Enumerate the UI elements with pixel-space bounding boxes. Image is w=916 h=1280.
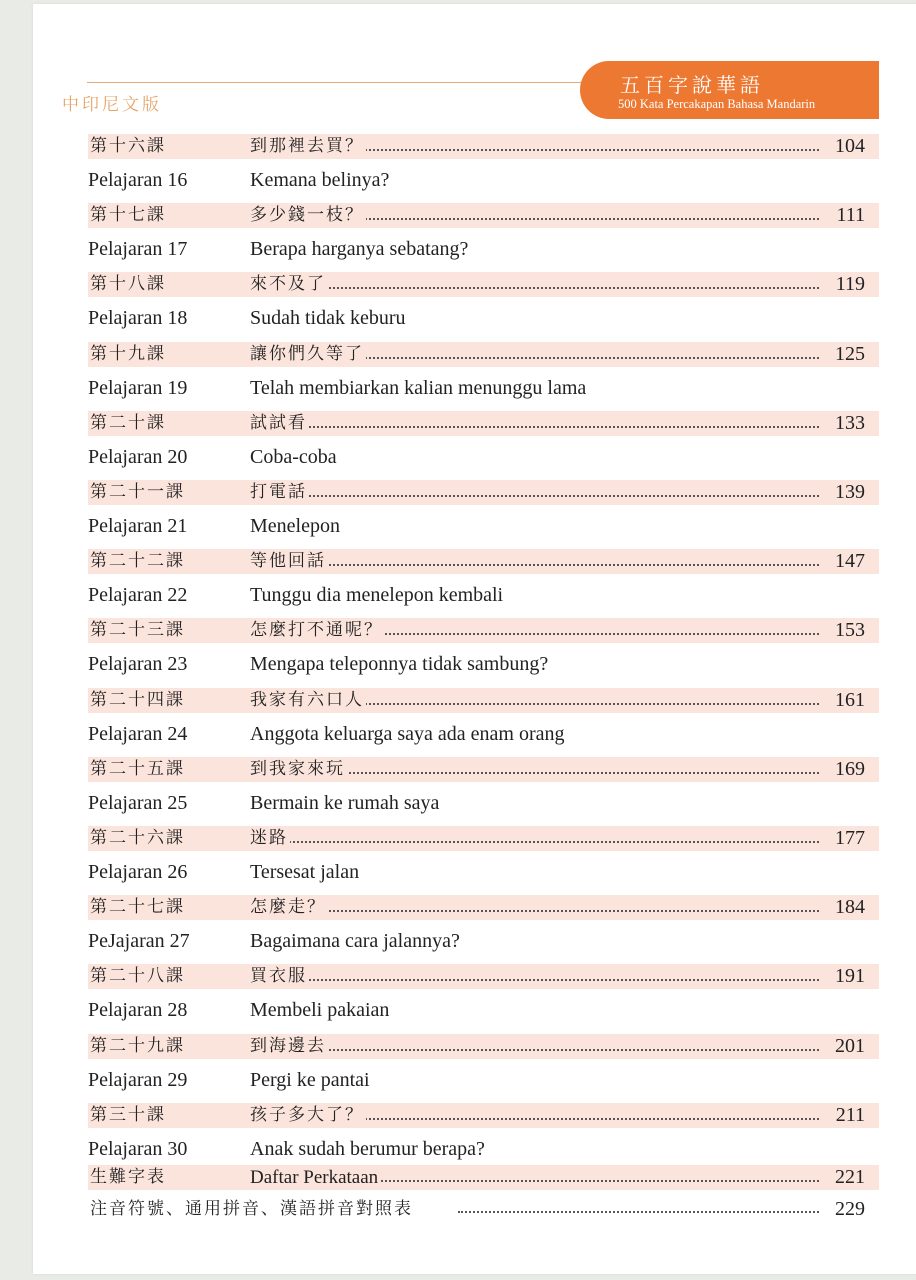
page-number: 201 [831,1034,865,1059]
toc-row-chinese [88,272,879,297]
lesson-number-indonesian: Pelajaran 28 [88,999,188,1021]
vocab-title: Daftar Perkataan [250,1167,379,1188]
page-number: 169 [831,757,865,782]
toc-row-chinese [88,618,879,643]
dot-leader [268,416,819,428]
lesson-number-chinese: 第二十五課 [90,759,185,779]
lesson-number-chinese: 第三十課 [90,1105,166,1125]
lesson-number-chinese: 第十八課 [90,274,166,294]
lesson-title-indonesian: Bermain ke rumah saya [250,792,440,814]
lesson-title-indonesian: Anggota keluarga saya ada enam orang [250,723,565,745]
page-number: 191 [831,964,865,989]
dot-leader [268,900,819,912]
lesson-title-indonesian: Berapa harganya sebatang? [250,238,469,260]
lesson-number-indonesian: Pelajaran 19 [88,377,188,399]
dot-leader [268,969,819,981]
dot-leader [268,554,819,566]
lesson-title-chinese: 怎麼走？ [250,895,328,920]
lesson-number-indonesian: Pelajaran 29 [88,1069,188,1091]
toc-row-chinese [88,1034,879,1059]
vocab-label-chinese: 生難字表 [90,1167,166,1187]
lesson-number-indonesian: Pelajaran 22 [88,584,188,606]
page-number: 229 [831,1197,865,1221]
header-rule [87,82,612,83]
toc-row-chinese [88,757,879,782]
lesson-number-chinese: 第二十六課 [90,828,185,848]
lesson-title-indonesian: Telah membiarkan kalian menunggu lama [250,377,587,399]
dot-leader [268,277,819,289]
dot-leader [268,485,819,497]
toc-row-chinese [88,203,879,228]
lesson-number-chinese: 第十九課 [90,344,166,364]
dot-leader [458,1201,819,1213]
lesson-number-indonesian: Pelajaran 25 [88,792,188,814]
lesson-title-chinese: 到我家來玩 [250,757,347,782]
lesson-title-chinese: 試試看 [250,411,309,436]
lesson-title-chinese: 等他回話 [250,549,328,574]
lesson-number-indonesian: Pelajaran 30 [88,1138,188,1160]
dot-leader [268,831,819,843]
title-banner [580,61,879,119]
lesson-title-chinese: 怎麼打不通呢？ [250,618,385,643]
lesson-number-chinese: 第十七課 [90,205,166,225]
lesson-title-chinese: 打電話 [250,480,309,505]
page-number: 211 [832,1103,865,1128]
lesson-number-indonesian: Pelajaran 26 [88,861,188,883]
lesson-title-chinese: 我家有六口人 [250,688,366,713]
lesson-title-chinese: 買衣服 [250,964,309,989]
lesson-number-indonesian: Pelajaran 21 [88,515,188,537]
toc-row-chinese [88,134,879,159]
toc-row-phonetic [88,1197,879,1221]
page-number: 111 [832,203,865,228]
page-number: 177 [831,826,865,851]
dot-leader [268,762,819,774]
toc-row-chinese [88,826,879,851]
lesson-title-indonesian: Anak sudah berumur berapa? [250,1138,485,1160]
lesson-number-chinese: 第二十九課 [90,1036,185,1056]
lesson-number-chinese: 第二十七課 [90,897,185,917]
lesson-title-chinese: 讓你們久等了 [250,342,366,367]
lesson-title-chinese: 迷路 [250,826,290,851]
toc-row-chinese [88,964,879,989]
lesson-number-chinese: 第二十一課 [90,482,185,502]
banner-title: 五百字說華語 [620,73,764,97]
lesson-title-indonesian: Sudah tidak keburu [250,307,406,329]
page-number: 221 [831,1165,865,1190]
toc-row-chinese [88,688,879,713]
lesson-number-chinese: 第二十八課 [90,966,185,986]
lesson-number-chinese: 第二十課 [90,413,166,433]
lesson-title-indonesian: Pergi ke pantai [250,1069,370,1091]
lesson-number-chinese: 第二十三課 [90,620,185,640]
toc-row-chinese [88,480,879,505]
banner-subtitle: 500 Kata Percakapan Bahasa Mandarin [618,97,816,111]
lesson-title-indonesian: Tunggu dia menelepon kembali [250,584,504,606]
lesson-number-chinese: 第十六課 [90,136,166,156]
lesson-title-indonesian: Bagaimana cara jalannya? [250,930,460,952]
dot-leader [268,1039,819,1051]
lesson-title-chinese: 到海邊去 [250,1034,328,1059]
lesson-title-chinese: 到那裡去買？ [250,134,366,159]
phonetic-title: 注音符號、通用拼音、漢語拼音對照表 [90,1197,417,1221]
page-number: 133 [831,411,865,436]
lesson-number-chinese: 第二十二課 [90,551,185,571]
lesson-title-chinese: 多少錢一枝？ [250,203,366,228]
lesson-number-indonesian: Pelajaran 17 [88,238,188,260]
lesson-title-indonesian: Membeli pakaian [250,999,390,1021]
toc-row-chinese [88,411,879,436]
toc-row-chinese [88,342,879,367]
edition-label: 中印尼文版 [62,95,162,115]
lesson-title-indonesian: Menelepon [250,515,340,537]
page-number: 153 [831,618,865,643]
toc-row-chinese [88,1103,879,1128]
page-number: 119 [832,272,865,297]
page-number: 125 [831,342,865,367]
lesson-number-indonesian: Pelajaran 18 [88,307,188,329]
lesson-title-indonesian: Mengapa teleponnya tidak sambung? [250,653,549,675]
lesson-number-indonesian: PeJajaran 27 [88,930,190,952]
lesson-title-indonesian: Kemana belinya? [250,169,390,191]
lesson-number-indonesian: Pelajaran 24 [88,723,188,745]
page-number: 184 [831,895,865,920]
lesson-title-chinese: 孩子多大了？ [250,1103,366,1128]
lesson-title-chinese: 來不及了 [250,272,328,297]
page-number: 104 [831,134,865,159]
toc-row-chinese [88,549,879,574]
lesson-number-indonesian: Pelajaran 23 [88,653,188,675]
lesson-title-indonesian: Tersesat jalan [250,861,360,883]
toc-row-chinese [88,895,879,920]
lesson-number-indonesian: Pelajaran 20 [88,446,188,468]
lesson-number-indonesian: Pelajaran 16 [88,169,188,191]
page-number: 161 [831,688,865,713]
toc-row-vocabulary [88,1165,879,1190]
page-number: 139 [831,480,865,505]
page-number: 147 [831,549,865,574]
lesson-title-indonesian: Coba-coba [250,446,337,468]
lesson-number-chinese: 第二十四課 [90,690,185,710]
